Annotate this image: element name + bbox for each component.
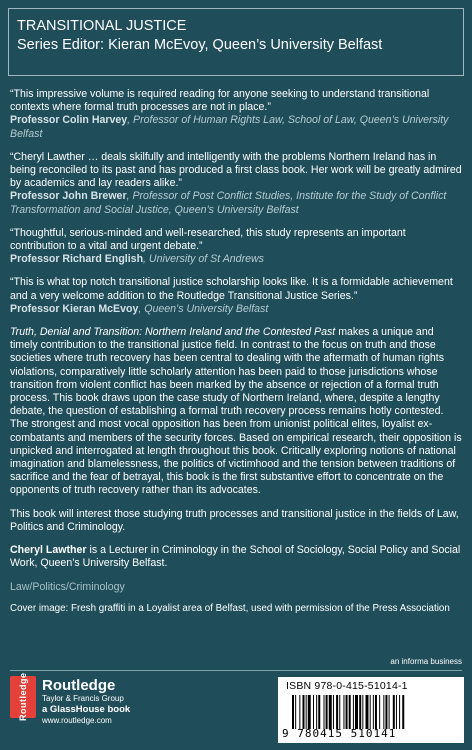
endorsement-text: “Thoughtful, serious-minded and well-researched, this study represents an important contribution to a vital and urgent debate.”	[10, 226, 406, 253]
barcode-bar	[383, 695, 384, 729]
barcode-bar	[379, 695, 380, 729]
subject-category: Law/Politics/Criminology	[10, 580, 125, 593]
endorsement-text: “This impressive volume is required reading for anyone seeking to understand transitional contexts where formal truth processes are not in place.”	[10, 88, 430, 114]
endorser-name: Professor John Brewer	[10, 190, 127, 203]
author-bio-text: is a Lecturer in Criminology in the School of Sociology, Social Policy and Social Work, Queen’s University Belfast.	[10, 544, 461, 570]
barcode-bar	[318, 695, 320, 729]
endorsement-text: “Cheryl Lawther … deals skilfully and intelligently with the problems Northern Ireland has in being reconciled to its past and has produced a first class book. Her work will be greatly admired by academics and lay readers alike.”	[10, 150, 462, 190]
barcode-bar	[359, 695, 361, 729]
endorser-affiliation: , Queen’s University Belfast	[138, 302, 269, 315]
footer-divider	[10, 670, 462, 671]
endorser-affiliation: , Professor of Human Rights Law, School of Law, Queen’s University Belfast	[10, 114, 449, 140]
barcode-bar	[316, 695, 317, 729]
series-editor: Series Editor: Kieran McEvoy, Queen’s University Belfast	[17, 37, 383, 53]
barcode-bar	[346, 695, 348, 729]
author-name: Cheryl Lawther	[10, 544, 87, 557]
barcode-bar	[326, 695, 328, 729]
barcode-bar	[295, 695, 296, 729]
barcode-bar	[353, 695, 354, 729]
endorser-name: Professor Richard English	[10, 253, 144, 266]
barcode-bar	[389, 695, 390, 729]
barcode-number: 9 780415 510141	[282, 727, 397, 740]
barcode-bar	[385, 695, 387, 729]
publisher-imprint: a GlassHouse book	[42, 704, 131, 715]
barcode-bar	[292, 695, 294, 729]
endorser-affiliation: , Professor of Post Conflict Studies, Institute for the Study of Conflict Transformation and Social Justice, Queen’s University Belfast	[10, 190, 447, 216]
barcode-bar	[336, 695, 338, 729]
publisher-text	[42, 678, 130, 726]
barcode-bar	[343, 695, 344, 729]
barcode-bar	[355, 695, 358, 729]
series-box	[8, 8, 464, 76]
barcode-bar	[366, 695, 369, 729]
endorsement-attribution	[10, 303, 462, 316]
endorsement-attribution	[10, 114, 462, 140]
isbn-label: ISBN 978-0-415-51014-1	[286, 680, 408, 692]
isbn-barcode-box	[278, 677, 464, 743]
barcode-bar	[333, 695, 334, 729]
endorsement-4	[10, 276, 462, 316]
publisher-logo	[10, 672, 230, 736]
endorsement-3	[10, 227, 462, 267]
description-body: makes a unique and timely contribution to the transitional justice field. In contrast to the focus on truth and those societies where truth recovery has been central to dealing with the aftermath of human rights violations, comparatively little scholarly attention has been paid to those jurisdictions whose transition from violent conflict has been marked by the absence or rejection of a formal truth process. This book draws upon the case study of Northern Ireland, where, despite a lengthy debate, the question of establishing a formal truth recovery process remains hotly contested. The strongest and most vocal opposition has been from unionist political elites, loyalist ex-combatants and members of the security forces. Based on empirical research, their opposition is unpicked and interrogated at length throughout this book. Critically exploring notions of national imagination and blamelessness, the politics of victimhood and the tension between traditions of sacrifice and the fear of betrayal, this book is the first substantive effort to concentrate on the opponents of truth recovery rather than its advocates.	[10, 326, 462, 497]
barcode-bar	[399, 695, 400, 729]
back-cover-content	[10, 88, 462, 615]
barcode-icon	[292, 695, 458, 729]
endorsement-attribution	[10, 253, 462, 266]
barcode-bar	[396, 695, 397, 729]
author-bio	[10, 544, 462, 570]
barcode-bar	[402, 695, 404, 729]
publisher-name: Routledge	[42, 677, 116, 694]
barcode-bar	[308, 695, 311, 729]
publisher-url: www.routledge.com	[42, 716, 112, 725]
endorsement-2	[10, 151, 462, 217]
barcode-bar	[370, 695, 371, 729]
barcode-bar	[303, 695, 305, 729]
barcode-bar	[306, 695, 307, 729]
barcode-bar	[324, 695, 325, 729]
barcode-bar	[299, 695, 300, 729]
routledge-logo-mark: Routledge	[10, 676, 36, 718]
audience-statement: This book will interest those studying truth processes and transitional justice in the fields of Law, Politics and Criminology.	[10, 507, 459, 533]
endorser-affiliation: , University of St Andrews	[143, 253, 264, 266]
endorser-name: Professor Kieran McEvoy	[10, 302, 139, 315]
endorsement-text: “This is what top notch transitional justice scholarship looks like. It is a formidable achievement and a very welcome addition to the Routledge Transitional Justice Series.”	[10, 276, 453, 302]
book-title: Truth, Denial and Transition: Northern Ireland and the Contested Past	[10, 326, 336, 339]
barcode-bar	[329, 695, 332, 729]
series-title: TRANSITIONAL JUSTICE	[17, 18, 187, 34]
endorsement-attribution	[10, 190, 462, 216]
endorser-name: Professor Colin Harvey	[10, 114, 128, 127]
informa-tagline: an informa business	[390, 657, 462, 666]
cover-image-credit: Cover image: Fresh graffiti in a Loyalist area of Belfast, used with permission of the Press Association	[10, 602, 450, 614]
barcode-bar	[339, 695, 340, 729]
barcode-bar	[375, 695, 377, 729]
barcode-bar	[373, 695, 374, 729]
book-description	[10, 326, 462, 498]
barcode-bar	[349, 695, 351, 729]
endorsement-1	[10, 88, 462, 141]
barcode-bar	[393, 695, 395, 729]
publisher-group: Taylor & Francis Group	[42, 694, 124, 703]
barcode-bar	[362, 695, 363, 729]
barcode-bar	[313, 695, 314, 729]
